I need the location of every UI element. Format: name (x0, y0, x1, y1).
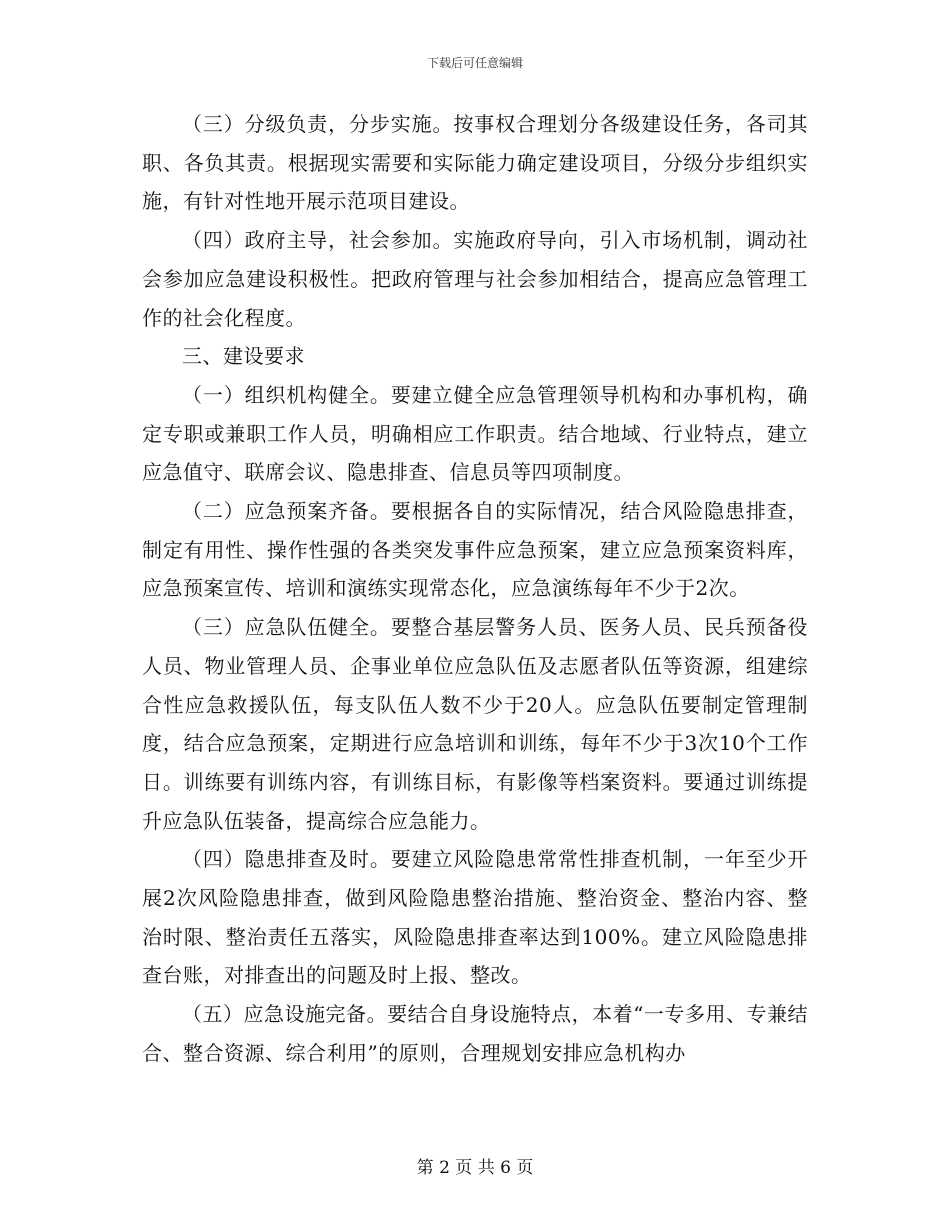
page-number-footer: 第 2 页 共 6 页 (416, 1158, 534, 1178)
document-body (142, 105, 808, 1073)
paragraph-requirement-5: （五）应急设施完备。要结合自身设施特点，本着“一专多用、专兼结合、整合资源、综合利用”的原则，合理规划安排应急机构办 (142, 1002, 808, 1065)
paragraph-requirement-3: （三）应急队伍健全。要整合基层警务人员、医务人员、民兵预备役人员、物业管理人员、企事业单位应急队伍及志愿者队伍等资源，组建综合性应急救援队伍，每支队伍人数不少于20人。应急队伍要制定管理制度，结合应急预案，定期进行应急培训和训练，每年不少于3次10个工作日。训练要有训练内容，有训练目标，有影像等档案资料。要通过训练提升应急队伍装备，提高综合应急能力。 (142, 615, 808, 833)
paragraph-principle-4: （四）政府主导，社会参加。实施政府导向，引入市场机制，调动社会参加应急建设积极性。把政府管理与社会参加相结合，提高应急管理工作的社会化程度。 (142, 228, 808, 330)
paragraph-requirement-4: （四）隐患排查及时。要建立风险隐患常常性排查机制，一年至少开展2次风险隐患排查，做到风险隐患整治措施、整治资金、整治内容、整治时限、整治责任五落实，风险隐患排查率达到100%。建立风险隐患排查台账，对排查出的问题及时上报、整改。 (142, 847, 808, 988)
section-heading-requirements: 三、建设要求 (182, 344, 305, 369)
paragraph-requirement-2: （二）应急预案齐备。要根据各自的实际情况，结合风险隐患排查，制定有用性、操作性强的各类突发事件应急预案，建立应急预案资料库，应急预案宣传、培训和演练实现常态化，应急演练每年不少于2次。 (142, 499, 808, 601)
paragraph-requirement-1: （一）组织机构健全。要建立健全应急管理领导机构和办事机构，确定专职或兼职工作人员，明确相应工作职责。结合地域、行业特点，建立应急值守、联席会议、隐患排查、信息员等四项制度。 (142, 382, 808, 485)
paragraph-principle-3: （三）分级负责，分步实施。按事权合理划分各级建设任务，各司其职、各负其责。根据现实需要和实际能力确定建设项目，分级分步组织实施，有针对性地开展示范项目建设。 (142, 112, 808, 214)
page-header: 下载后可任意编辑 (426, 56, 523, 70)
